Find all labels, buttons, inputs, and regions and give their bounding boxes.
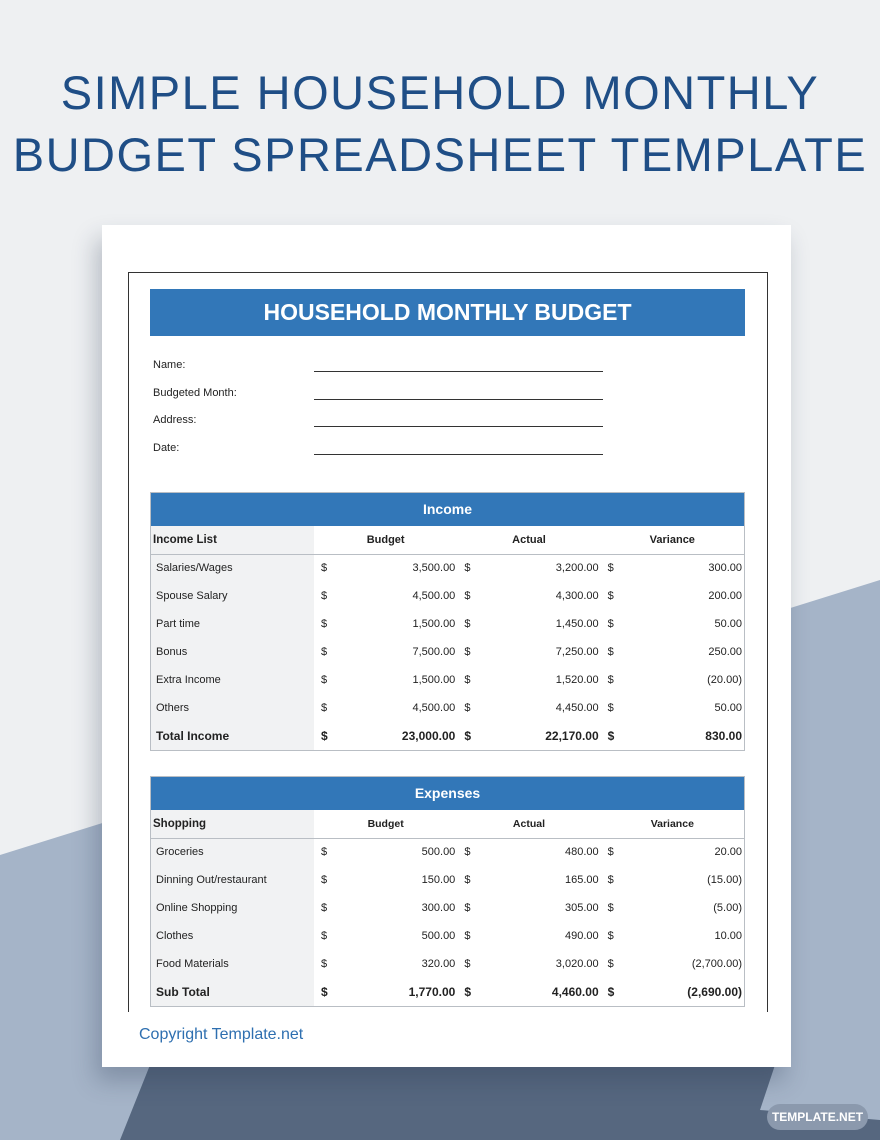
expenses-row-label: Online Shopping <box>151 894 314 922</box>
name-line <box>314 371 603 372</box>
currency-symbol: $ <box>464 590 471 602</box>
income-row-label: Part time <box>151 610 314 638</box>
income-variance-header: Variance <box>601 526 744 554</box>
page-title-line-1: SIMPLE HOUSEHOLD MONTHLY <box>60 66 820 119</box>
income-header-row <box>151 526 744 554</box>
expenses-row-budget: 320.00 <box>421 958 456 970</box>
income-row-actual: 1,450.00 <box>555 618 599 630</box>
expenses-header-row <box>151 810 744 838</box>
income-total-label: Total Income <box>151 722 314 750</box>
income-row-variance: 250.00 <box>708 646 742 658</box>
currency-symbol: $ <box>464 562 471 575</box>
currency-symbol: $ <box>607 930 614 942</box>
budgeted-month-line <box>314 399 603 400</box>
currency-symbol: $ <box>464 646 471 658</box>
expenses-row-actual: 305.00 <box>564 902 599 914</box>
date-line <box>314 454 603 455</box>
expenses-row <box>151 950 744 978</box>
income-row <box>151 582 744 610</box>
currency-symbol: $ <box>607 985 615 999</box>
income-row-label: Extra Income <box>151 666 314 694</box>
currency-symbol: $ <box>464 958 471 970</box>
expenses-row-budget: 500.00 <box>421 930 456 942</box>
income-row-label: Salaries/Wages <box>151 554 314 582</box>
currency-symbol: $ <box>464 729 471 743</box>
address-line <box>314 426 603 427</box>
currency-symbol: $ <box>464 702 471 714</box>
expenses-row-budget: 500.00 <box>421 846 456 859</box>
currency-symbol: $ <box>464 618 471 630</box>
currency-symbol: $ <box>321 590 328 602</box>
expenses-row-label: Groceries <box>151 838 314 866</box>
currency-symbol: $ <box>464 930 471 942</box>
income-row-budget: 7,500.00 <box>412 646 456 658</box>
income-row-variance: 300.00 <box>708 562 742 575</box>
currency-symbol: $ <box>321 846 328 859</box>
income-row-actual: 4,300.00 <box>555 590 599 602</box>
income-title: Income <box>151 493 744 526</box>
income-row-budget: 3,500.00 <box>412 562 456 575</box>
expenses-row <box>151 922 744 950</box>
currency-symbol: $ <box>607 874 614 886</box>
expenses-actual-header: Actual <box>457 810 600 838</box>
expenses-row-variance: (5.00) <box>713 902 742 914</box>
name-field <box>153 357 603 385</box>
income-rows <box>151 554 744 722</box>
budgeted-month-field <box>153 385 603 413</box>
currency-symbol: $ <box>607 729 615 743</box>
income-row-actual: 1,520.00 <box>555 674 599 686</box>
income-section <box>150 492 745 751</box>
expenses-row-actual: 490.00 <box>564 930 599 942</box>
copyright-text: Copyright Template.net <box>139 1026 304 1043</box>
page-title <box>0 62 880 186</box>
income-row-label: Spouse Salary <box>151 582 314 610</box>
currency-symbol: $ <box>607 846 614 859</box>
expenses-row-variance: 10.00 <box>714 930 742 942</box>
currency-symbol: $ <box>607 646 614 658</box>
expenses-total-label: Sub Total <box>151 978 314 1006</box>
expenses-row <box>151 866 744 894</box>
expenses-row <box>151 838 744 866</box>
income-row-budget: 4,500.00 <box>412 590 456 602</box>
expenses-table <box>151 810 744 1006</box>
date-label: Date: <box>153 442 180 454</box>
expenses-row-budget: 150.00 <box>421 874 456 886</box>
expenses-title: Expenses <box>151 777 744 810</box>
income-row-actual: 7,250.00 <box>555 646 599 658</box>
income-row <box>151 638 744 666</box>
income-row-budget: 1,500.00 <box>412 618 456 630</box>
income-row-variance: 50.00 <box>714 702 742 714</box>
income-actual-header: Actual <box>457 526 600 554</box>
expenses-row-budget: 300.00 <box>421 902 456 914</box>
income-row-variance: 50.00 <box>714 618 742 630</box>
currency-symbol: $ <box>321 618 328 630</box>
income-row-label: Bonus <box>151 638 314 666</box>
income-row-budget: 1,500.00 <box>412 674 456 686</box>
currency-symbol: $ <box>607 590 614 602</box>
currency-symbol: $ <box>607 902 614 914</box>
template-net-badge[interactable]: TEMPLATE.NET <box>767 1104 868 1130</box>
expenses-row-variance: 20.00 <box>714 846 742 859</box>
income-row-budget: 4,500.00 <box>412 702 456 714</box>
income-total-actual: 22,170.00 <box>545 729 599 743</box>
expenses-row <box>151 894 744 922</box>
currency-symbol: $ <box>321 646 328 658</box>
income-row-label: Others <box>151 694 314 722</box>
income-total-row <box>151 722 744 750</box>
income-row <box>151 554 744 582</box>
name-label: Name: <box>153 359 186 371</box>
income-total-budget: 23,000.00 <box>401 729 456 743</box>
currency-symbol: $ <box>607 702 614 714</box>
currency-symbol: $ <box>321 902 328 914</box>
expenses-row-variance: (15.00) <box>707 874 742 886</box>
currency-symbol: $ <box>464 674 471 686</box>
currency-symbol: $ <box>321 874 328 886</box>
expenses-row-actual: 480.00 <box>564 846 599 859</box>
expenses-row-actual: 3,020.00 <box>555 958 599 970</box>
budget-heading: HOUSEHOLD MONTHLY BUDGET <box>150 289 745 336</box>
income-row-variance: 200.00 <box>708 590 742 602</box>
currency-symbol: $ <box>321 985 328 999</box>
expenses-total-budget: 1,770.00 <box>408 985 456 999</box>
expenses-list-header: Shopping <box>151 810 314 838</box>
currency-symbol: $ <box>321 702 328 714</box>
expenses-total-variance: (2,690.00) <box>687 985 742 999</box>
address-label: Address: <box>153 414 197 426</box>
currency-symbol: $ <box>607 562 614 575</box>
expenses-section <box>150 776 745 1007</box>
currency-symbol: $ <box>464 902 471 914</box>
expenses-variance-header: Variance <box>601 810 744 838</box>
income-budget-header: Budget <box>314 526 457 554</box>
expenses-row-label: Clothes <box>151 922 314 950</box>
currency-symbol: $ <box>321 958 328 970</box>
currency-symbol: $ <box>607 958 614 970</box>
budgeted-month-label: Budgeted Month: <box>153 387 237 399</box>
currency-symbol: $ <box>464 985 471 999</box>
income-row-variance: (20.00) <box>707 674 742 686</box>
currency-symbol: $ <box>607 618 614 630</box>
currency-symbol: $ <box>321 729 328 743</box>
currency-symbol: $ <box>607 674 614 686</box>
expenses-row-label: Dinning Out/restaurant <box>151 866 314 894</box>
income-table <box>151 526 744 750</box>
income-row-actual: 4,450.00 <box>555 702 599 714</box>
income-row <box>151 694 744 722</box>
expenses-row-variance: (2,700.00) <box>691 958 742 970</box>
income-row <box>151 610 744 638</box>
address-field <box>153 412 603 440</box>
expenses-budget-header: Budget <box>314 810 457 838</box>
income-list-header: Income List <box>151 526 314 554</box>
expenses-rows <box>151 838 744 978</box>
date-field <box>153 440 603 468</box>
currency-symbol: $ <box>321 674 328 686</box>
income-row-actual: 3,200.00 <box>555 562 599 575</box>
income-row <box>151 666 744 694</box>
currency-symbol: $ <box>321 930 328 942</box>
document-preview <box>102 225 791 1067</box>
currency-symbol: $ <box>321 562 328 575</box>
expenses-row-actual: 165.00 <box>564 874 599 886</box>
currency-symbol: $ <box>464 846 471 859</box>
document-frame <box>128 272 768 1012</box>
page-title-line-2: BUDGET SPREADSHEET TEMPLATE <box>12 128 868 181</box>
income-total-variance: 830.00 <box>705 729 742 743</box>
currency-symbol: $ <box>464 874 471 886</box>
expenses-total-actual: 4,460.00 <box>551 985 599 999</box>
expenses-row-label: Food Materials <box>151 950 314 978</box>
expenses-total-row <box>151 978 744 1006</box>
